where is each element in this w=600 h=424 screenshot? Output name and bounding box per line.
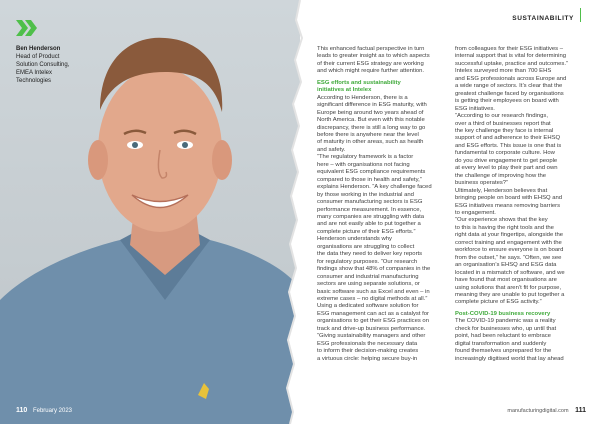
- paragraph: According to Henderson, there is a significant difference in ESG maturity, with Europe being around two years ahead of North America. But even with this notable discrepancy, there is still a long way to go before there is anywhere near the level of maturity in other areas, such as health and safety.: [317, 94, 427, 153]
- paragraph: “Our experience shows that the key to this is having the right tools and the right data at your fingertips, alongside the correct training and engagement with the workforce to ensure everyone is on board from the outset,” he says. “Often, we see an organisation’s EHSQ and ESG data located in a mismatch of software, and we have found that most organisations are using solutions that aren’t fit for purpose, meaning they are unable to put together a complete picture of ESG activity.”: [455, 217, 565, 306]
- photo-caption: [16, 45, 136, 85]
- subheading: ESG efforts and sustainability initiatives at Intelex: [317, 79, 401, 94]
- paragraph: Ultimately, Henderson believes that bringing people on board with EHSQ and ESG initiatives means removing barriers to engagement.: [455, 187, 563, 216]
- paragraph: “The regulatory framework is a factor here – with organisations not facing equivalent ESG compliance requirements compared to those in health and safety,” explains Henderson. “A key challenge faced by those working in the industrial and consumer manufacturing sectors is ESG performance measurement. In essence, many companies are struggling with data and are not easily able to put together a complete picture of their ESG efforts.”: [317, 154, 432, 235]
- chevron-logo-icon: [16, 20, 38, 36]
- article-column-1: [317, 46, 449, 363]
- website-url[interactable]: manufacturingdigital.com: [507, 408, 569, 414]
- section-label: SUSTAINABILITY: [512, 15, 574, 22]
- left-folio: [16, 407, 72, 414]
- paragraph: The COVID-19 pandemic was a reality check for businesses who, up until that point, had been reluctant to embrace digital transformation and suddenly found themselves unprepared for the increasingly digitised world that lay ahead: [455, 318, 564, 362]
- section-accent-rule: [580, 8, 582, 22]
- paragraph: Henderson understands why organisations are struggling to collect the data they need to deliver key reports for regulatory purposes. “Our research findings show that 48% of companies in the consumer and industrial manufacturing sectors are using separate solutions, or basic software such as Excel and even – in extreme cases – no digital methods at all.”: [317, 236, 431, 302]
- subheading: Post-COVID-19 business recovery: [455, 310, 551, 317]
- paragraph: Intelex surveyed more than 700 EHS and ESG professionals across Europe and a wide range of sectors. It’s clear that the greatest challenge faced by organisations is getting their employees on board with ESG initiatives.: [455, 68, 567, 112]
- paragraph: “According to our research findings, over a third of businesses report that the key challenge they face is internal support of and adherence to their EHSQ and ESG efforts. This issue is one that is fundamental to corporate culture. How do you drive engagement to get people at every level to play their part and own the challenge of improving how the business operates?”: [455, 113, 562, 187]
- right-folio: [507, 407, 586, 414]
- paragraph: Using a dedicated software solution for ESG management can act as a catalyst for organisations to get their ESG practices on track and drive-up business performance. “Giving sustainability managers and other ESG professionals the necessary data to inform their decision-making creates a virtuous circle: helping secure buy-in: [317, 303, 429, 362]
- paragraph: This enhanced factual perspective in turn leads to greater insight as to which aspects of their current ESG strategy are working and which might require further attention.: [317, 46, 430, 75]
- left-page-number: 110: [16, 407, 28, 414]
- torn-paper-edge: [262, 0, 322, 424]
- caption-name: Ben Henderson: [16, 46, 61, 52]
- right-page-number: 111: [575, 407, 586, 414]
- caption-role: Head of Product Solution Consulting, EMEA Intelex Technologies: [16, 54, 70, 84]
- article-column-2: [455, 46, 587, 363]
- issue-date: February 2023: [32, 408, 72, 414]
- paragraph: from colleagues for their ESG initiatives – internal support that is vital for determining successful uptake, practice and outcomes.”: [455, 46, 568, 67]
